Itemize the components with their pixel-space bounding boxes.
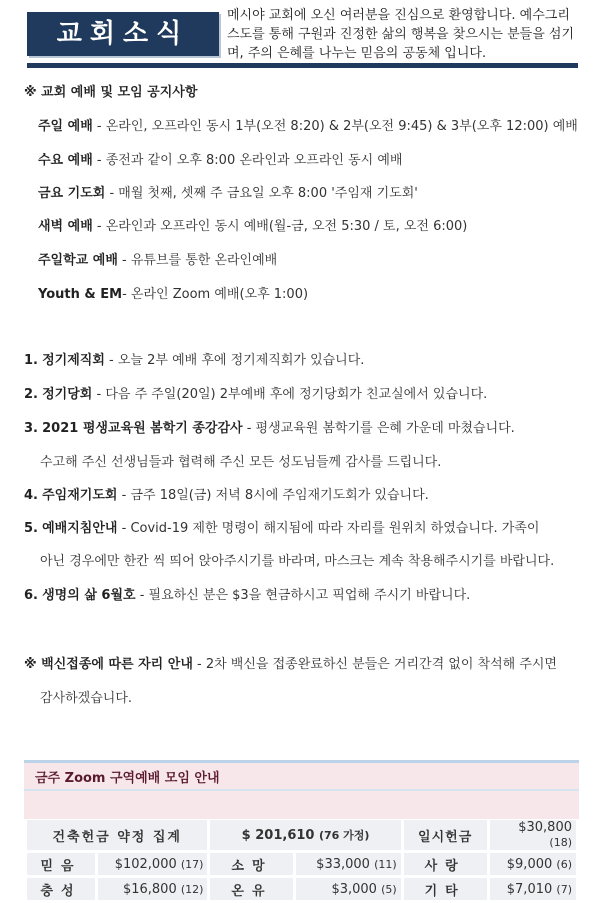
worship-item: 수요 예배 - 종전과 같이 오후 8:00 온라인과 오프라인 동시 예배 <box>38 153 403 168</box>
category-label: 온유 <box>210 878 293 900</box>
building-total: $ 201,610 (76 가정) <box>210 820 400 850</box>
vaccine-notice: ※ 백신접종에 따른 자리 안내 - 2차 백신을 접종완료하신 분들은 거리간격 없이 착석해 주시면 <box>24 657 557 672</box>
worship-item: 새벽 예배 - 온라인과 오프라인 동시 예배(월-금, 오전 5:30 / 토, 오전 6:00) <box>38 219 468 234</box>
worship-heading: ※ 교회 예배 및 모임 공지사항 <box>24 85 198 100</box>
zoom-divider <box>24 789 579 791</box>
zoom-title: 금주 Zoom 구역예배 모임 안내 <box>35 771 220 786</box>
notice-item: 5. 예배지침안내 - Covid-19 제한 명령이 해지됨에 따라 자리를 원위치 하였습니다. 가족이 <box>24 521 540 536</box>
finance-table <box>24 817 579 903</box>
building-label: 건축헌금 약정 집계 <box>27 820 207 850</box>
notice-item: 2. 정기당회 - 다음 주 주일(20일) 2부예배 후에 정기당회가 친교실에서 있습니다. <box>24 387 488 402</box>
vaccine-continuation: 감사하겠습니다. <box>40 691 133 706</box>
temp-label: 일시헌금 <box>404 820 487 850</box>
category-label: 믿음 <box>27 853 95 875</box>
notice-item: 4. 주임재기도회 - 금주 18일(금) 저녁 8시에 주임재기도회가 있습니다. <box>24 488 429 503</box>
temp-amount: $30,800 (18) <box>490 820 576 850</box>
welcome-message: 메시야 교회에 오신 여러분을 진심으로 환영합니다. 예수그리스도를 통해 구원과 진정한 삶의 행복을 찾으시는 분들을 섬기며, 주의 은혜를 나누는 믿음의 공동체 입니다. <box>227 8 575 61</box>
category-label: 소망 <box>210 853 293 875</box>
notice-item: 1. 정기제직회 - 오늘 2부 예배 후에 정기제직회가 있습니다. <box>24 353 365 368</box>
zoom-section <box>24 760 579 819</box>
notice-item: 3. 2021 평생교육원 봄학기 종강감사 - 평생교육원 봄학기를 은혜 가운데 마쳤습니다. <box>24 421 515 436</box>
worship-item: Youth & EM- 온라인 Zoom 예배(오후 1:00) <box>38 287 309 302</box>
category-amount: $102,000 (17) <box>98 853 207 875</box>
category-amount: $33,000 (11) <box>296 853 400 875</box>
notice-item: 6. 생명의 삶 6월호 - 필요하신 분은 $3을 현금하시고 픽업해 주시기 바랍니다. <box>24 588 471 603</box>
table-row <box>27 878 576 900</box>
category-label: 기타 <box>404 878 487 900</box>
worship-item: 주일학교 예배 - 유튜브를 통한 온라인예배 <box>38 253 278 268</box>
notice-continuation: 아닌 경우에만 한칸 씩 띄어 앉아주시기를 바라며, 마스크는 계속 착용해주시기를 바랍니다. <box>40 554 555 569</box>
worship-item: 주일 예배 - 온라인, 오프라인 동시 1부(오전 8:20) & 2부(오전 9:45) & 3부(오후 12:00) 예배 <box>38 119 578 134</box>
category-amount: $7,010 (7) <box>490 878 576 900</box>
category-amount: $16,800 (12) <box>98 878 207 900</box>
category-label: 충성 <box>27 878 95 900</box>
category-amount: $3,000 (5) <box>296 878 400 900</box>
header-divider <box>27 63 578 68</box>
notice-continuation: 수고해 주신 선생님들과 협력해 주신 모든 성도님들께 감사를 드립니다. <box>40 455 442 470</box>
table-row <box>27 820 576 850</box>
category-amount: $9,000 (6) <box>490 853 576 875</box>
category-label: 사랑 <box>404 853 487 875</box>
table-row <box>27 853 576 875</box>
page-title: 교회소식 <box>27 12 219 56</box>
worship-item: 금요 기도회 - 매월 첫째, 셋째 주 금요일 오후 8:00 '주임재 기도회' <box>38 186 418 201</box>
